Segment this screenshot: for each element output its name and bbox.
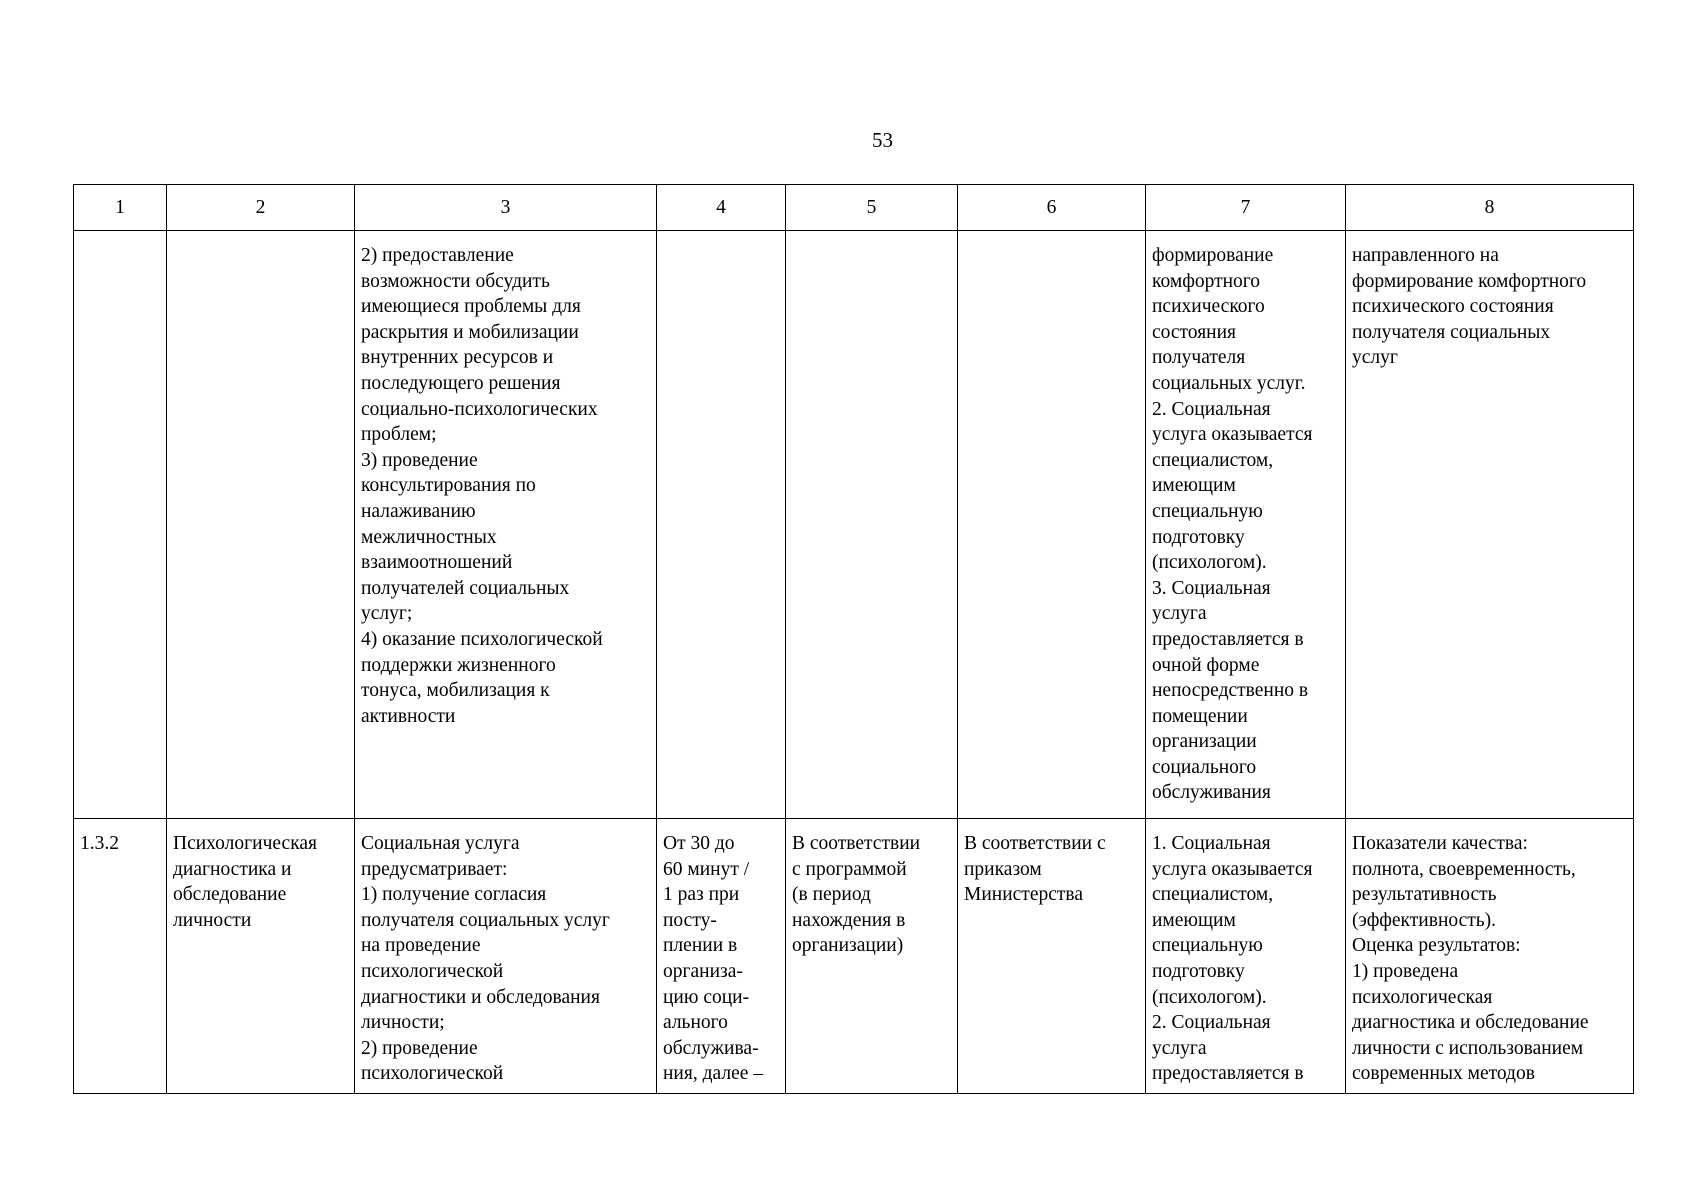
table-cell bbox=[167, 231, 355, 819]
table-cell: Социальная услуга предусматривает: 1) получение согласия получателя социальных услуг на проведение психологической диагностики и обследования личности; 2) проведение психологической bbox=[355, 819, 657, 1094]
column-header: 2 bbox=[167, 185, 355, 231]
table-cell: 1. Социальная услуга оказывается специалистом, имеющим специальную подготовку (психологом). 2. Социальная услуга предоставляется в bbox=[1146, 819, 1346, 1094]
table-cell bbox=[958, 231, 1146, 819]
column-header: 4 bbox=[657, 185, 786, 231]
column-header: 6 bbox=[958, 185, 1146, 231]
table-cell: В соответствии с приказом Министерства bbox=[958, 819, 1146, 1094]
table-cell: Психологическая диагностика и обследование личности bbox=[167, 819, 355, 1094]
table-cell: направленного на формирование комфортного психического состояния получателя социальных услуг bbox=[1346, 231, 1634, 819]
table-cell: В соответствии с программой (в период нахождения в организации) bbox=[786, 819, 958, 1094]
header-row bbox=[74, 185, 1634, 231]
column-header: 8 bbox=[1346, 185, 1634, 231]
table-cell: Показатели качества: полнота, своевременность, результативность (эффективность). Оценка результатов: 1) проведена психологическая диагностика и обследование личности с использованием современных методов bbox=[1346, 819, 1634, 1094]
table-cell: 1.3.2 bbox=[74, 819, 167, 1094]
table-cell bbox=[657, 231, 786, 819]
table-cell: 2) предоставление возможности обсудить имеющиеся проблемы для раскрытия и мобилизации внутренних ресурсов и последующего решения социально-психологических проблем; 3) проведение консультирования по налаживанию межличностных взаимоотношений получателей социальных услуг; 4) оказание психологической поддержки жизненного тонуса, мобилизация к активности bbox=[355, 231, 657, 819]
services-table bbox=[73, 184, 1634, 1094]
table-row bbox=[74, 231, 1634, 819]
column-header: 5 bbox=[786, 185, 958, 231]
column-header: 7 bbox=[1146, 185, 1346, 231]
table-cell bbox=[786, 231, 958, 819]
table-cell: формирование комфортного психического состояния получателя социальных услуг. 2. Социальная услуга оказывается специалистом, имеющим специальную подготовку (психологом). 3. Социальная услуга предоставляется в очной форме непосредственно в помещении организации социального обслуживания bbox=[1146, 231, 1346, 819]
table-cell bbox=[74, 231, 167, 819]
table-row bbox=[74, 819, 1634, 1094]
page-number: 53 bbox=[872, 128, 893, 152]
column-header: 1 bbox=[74, 185, 167, 231]
column-header: 3 bbox=[355, 185, 657, 231]
table-cell: От 30 до 60 минут / 1 раз при посту- плении в организа- цию соци- ального обслужива- ния, далее – bbox=[657, 819, 786, 1094]
